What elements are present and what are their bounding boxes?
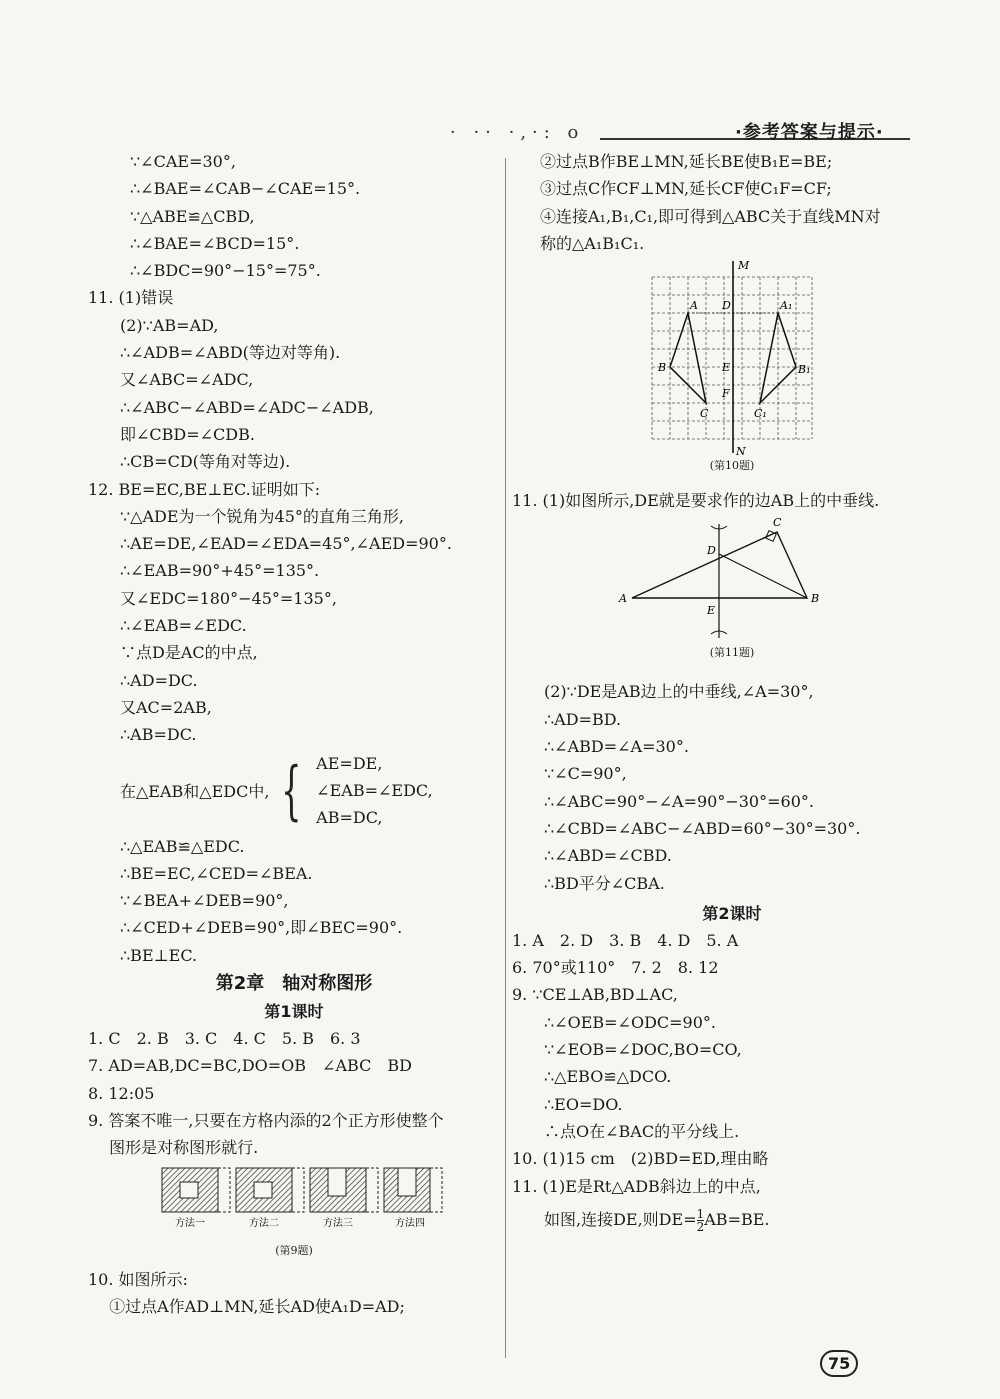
text-line: ∴△EAB≌△EDC. [120,836,245,856]
text-line: 9. ∵CE⊥AB,BD⊥AC, [512,985,678,1005]
text-line: 1. A 2. D 3. B 4. D 5. A [512,930,739,950]
text-line: 即∠CBD=∠CDB. [120,424,255,444]
header-title: ·参考答案与提示· [735,122,884,143]
text-line: ∴∠ABD=∠A=30°. [544,737,689,757]
text-line: ∴∠CBD=∠ABC−∠ABD=60°−30°=30°. [544,818,861,838]
text-line: 6. 70°或110° 7. 2 8. 12 [512,958,719,978]
label-e: E [707,604,716,618]
page-number: 75 [820,1350,858,1377]
q11-label: 11. (1)错误 [88,288,174,308]
label-c: C [773,516,782,530]
method-1-grid [162,1168,230,1212]
method-label: 方法一 [175,1217,205,1229]
text-line: 又AC=2AB, [120,697,212,717]
column-divider [505,158,506,1358]
figure-11 [617,514,847,644]
text-line: (2)∵AB=AD, [120,315,219,335]
q12-tail [88,833,500,969]
text-line: ∴AB=DC. [120,725,197,745]
condition-item: AE=DE, [316,754,383,774]
text-line: ∵∠EOB=∠DOC,BO=CO, [544,1040,742,1060]
method-label: 方法四 [395,1217,425,1229]
label-b: B [811,592,820,606]
lesson2-answers [512,927,952,1009]
label-c1: C₁ [754,407,767,421]
text-line: ∴∠ADB=∠ABD(等边对等角). [120,343,341,363]
header-decoration: · ·· ·,·: o [450,122,585,143]
label-n: N [736,445,746,458]
left-brace-icon: { [281,753,302,828]
q11-conclusion [512,1200,952,1240]
text-line: ∴BE⊥EC. [120,945,198,965]
text-line: 1. C 2. B 3. C 4. C 5. B 6. 3 [88,1029,361,1049]
text-line: ∴∠EAB=∠EDC. [120,616,247,636]
text-line: ∴∠BAE=∠CAB−∠CAE=15°. [130,179,361,199]
text-line: ∵∠CAE=30°, [130,152,236,171]
q11-label: 11. (1)如图所示,DE就是要求作的边AB上的中垂线. [512,491,880,511]
method-label: 方法三 [323,1217,353,1229]
figure-10 [642,257,822,457]
text-line: ∴BD平分∠CBA. [544,873,665,893]
text-line: ∴∠ABD=∠CBD. [544,846,672,866]
method-2-grid [236,1168,304,1212]
text-line: ∴∠OEB=∠ODC=90°. [544,1012,716,1032]
lesson-title: 第1课时 [264,1002,324,1022]
text-line: 8. 12:05 [88,1083,155,1103]
text-line: ∴CB=CD(等角对等边). [120,452,291,472]
text-line: ∴BE=EC,∠CED=∠BEA. [120,863,313,883]
q12-label: 12. BE=EC,BE⊥EC.证明如下: [88,479,321,499]
q11-answer: 11. (1)E是Rt△ADB斜边上的中点, [512,1176,761,1196]
figure-11-caption: (第11题) [709,646,755,660]
method-4-grid [384,1168,442,1212]
method-label: 方法二 [249,1217,279,1229]
right-column [512,148,952,1240]
label-a1: A₁ [780,299,793,313]
text-line: ③过点C作CF⊥MN,延长CF使C₁F=CF; [540,179,832,199]
condition-item: AB=DC, [316,808,383,828]
text-line: ∴△EBO≌△DCO. [544,1067,672,1087]
text-line: ∵∠BEA+∠DEB=90°, [120,891,289,911]
q11-body [88,312,500,476]
text-span: AB=BE. [704,1209,770,1229]
text-line: 9. 答案不唯一,只要在方格内添的2个正方形使整个 [88,1110,444,1130]
figure-9 [144,1162,444,1242]
lesson-title: 第2课时 [702,903,762,923]
denominator: 2 [696,1219,705,1234]
text-line: ∴点O在∠BAC的平分线上. [544,1121,740,1141]
method-3-grid [310,1168,378,1212]
condition-item: ∠EAB=∠EDC, [316,781,433,801]
text-line: ②过点B作BE⊥MN,延长BE使B₁E=BE; [540,152,833,171]
text-line: ∴∠BAE=∠BCD=15°. [130,233,300,253]
text-line: ∵点D是AC的中点, [120,643,258,663]
q11-body [512,678,952,896]
text-line: 称的△A₁B₁C₁. [540,233,645,253]
text-line: 又∠ABC=∠ADC, [120,370,254,390]
text-line: ∵∠C=90°, [544,764,627,784]
text-line: ∴AD=BD. [544,709,622,729]
label-d: D [707,544,716,558]
text-line: ∴AD=DC. [120,670,198,690]
text-line: ④连接A₁,B₁,C₁,即可得到△ABC关于直线MN对 [540,206,881,226]
text-line: ∴EO=DO. [544,1094,623,1114]
figure-10-caption: (第10题) [709,459,755,473]
brace-prefix: 在△EAB和△EDC中, [120,782,270,802]
text-line: 10. 如图所示: [88,1269,188,1289]
left-column [88,148,500,1320]
label-f: F [722,387,730,401]
condition-stack [316,750,432,831]
text-line: (2)∵DE是AB边上的中垂线,∠A=30°, [544,682,814,702]
chapter-title: 第2章 轴对称图形 [215,973,373,995]
q9-body [512,1009,952,1145]
label-a: A [619,592,627,606]
text-line: ∴∠EAB=90°+45°=135°. [120,561,320,581]
text-line: ①过点A作AD⊥MN,延长AD使A₁D=AD; [88,1296,405,1316]
q10-continued [88,148,500,284]
q10-steps [512,148,952,257]
numerator: 1 [696,1206,705,1221]
text-line: ∵△ABE≌△CBD, [130,206,255,226]
label-b1: B₁ [798,363,811,377]
label-m: M [738,259,750,273]
congruence-conditions [88,749,500,833]
label-e: E [722,361,731,375]
q10-answer: 10. (1)15 cm (2)BD=ED,理由略 [512,1149,769,1169]
label-a: A [690,299,698,313]
text-line: ∵△ADE为一个锐角为45°的直角三角形, [120,506,404,526]
lesson1-answers [88,1025,500,1161]
text-line: ∴AE=DE,∠EAD=∠EDA=45°,∠AED=90°. [120,534,452,554]
label-b: B [658,361,667,375]
text-line: ∴∠BDC=90°−15°=75°. [130,261,321,281]
text-line: 图形是对称图形就行. [88,1138,259,1158]
text-line: ∴∠ABC=90°−∠A=90°−30°=60°. [544,791,814,811]
text-span: 如图,连接DE,则DE= [544,1209,697,1229]
figure-9-caption: (第9题) [275,1243,313,1257]
text-line: 又∠EDC=180°−45°=135°, [120,588,337,608]
label-c: C [700,407,709,421]
text-line: 7. AD=AB,DC=BC,DO=OB ∠ABC BD [88,1056,412,1076]
text-line: ∴∠ABC−∠ABD=∠ADC−∠ADB, [120,397,374,417]
q12-body [88,503,500,749]
text-line: ∴∠CED+∠DEB=90°,即∠BEC=90°. [120,918,403,938]
label-d: D [722,299,731,313]
